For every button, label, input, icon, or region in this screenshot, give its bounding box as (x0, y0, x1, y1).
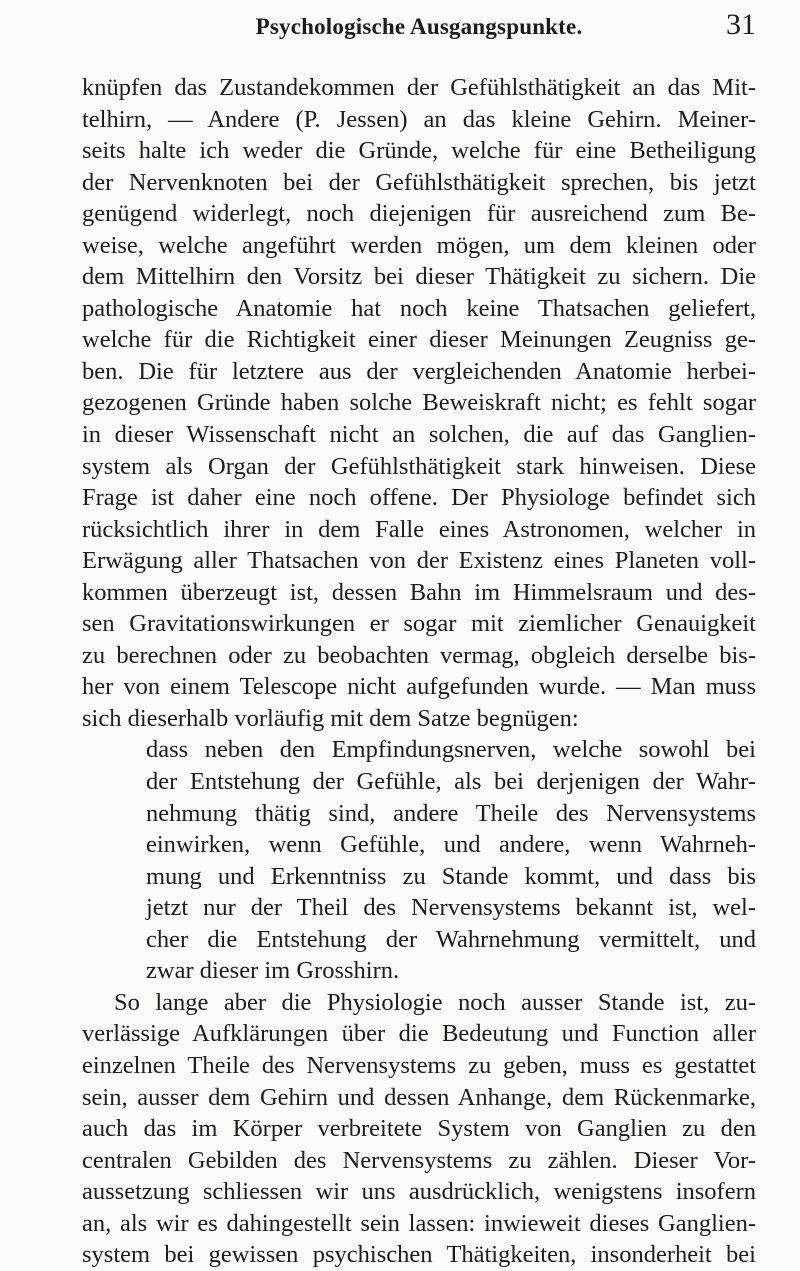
text-line: aussetzung schliessen wir uns ausdrücklich, wenigstens insofern (82, 1178, 756, 1206)
text-line: gezogenen Gründe haben solche Beweiskraft nicht; es fehlt sogar (82, 389, 756, 417)
text-line: weise, welche angeführt werden mögen, um dem kleinen oder (82, 231, 756, 259)
text-line: der Nervenknoten bei der Gefühlsthätigkeit sprechen, bis jetzt (82, 168, 756, 196)
text-line: So lange aber die Physiologie noch ausser Stande ist, zu- (114, 988, 756, 1016)
quote-line: zwar dieser im Grosshirn. (146, 957, 400, 985)
text-line: Erwägung aller Thatsachen von der Existenz eines Planeten voll- (82, 547, 756, 575)
text-line: centralen Gebilden des Nervensystems zu zählen. Dieser Vor- (82, 1146, 756, 1174)
text-line: ben. Die für letztere aus der vergleichenden Anatomie herbei- (82, 357, 756, 385)
text-line: genügend widerlegt, noch diejenigen für ausreichend zum Be- (82, 200, 756, 228)
text-line: seits halte ich weder die Gründe, welche für eine Betheiligung (82, 137, 756, 165)
quote-line: einwirken, wenn Gefühle, und andere, wenn Wahrneh- (146, 831, 756, 859)
running-title: Psychologische Ausgangspunkte. (255, 14, 583, 39)
text-line: auch das im Körper verbreitete System von Ganglien zu den (82, 1115, 756, 1143)
text-line: in dieser Wissenschaft nicht an solchen, die auf das Ganglien- (82, 421, 756, 449)
text-line: an, als wir es dahingestellt sein lassen: inwieweit dieses Ganglien- (82, 1209, 756, 1237)
text-line: sich dieserhalb vorläufig mit dem Satze begnügen: (82, 704, 579, 732)
quote-line: dass neben den Empfindungsnerven, welche sowohl bei (146, 736, 756, 764)
quote-line: der Entstehung der Gefühle, als bei derjenigen der Wahr- (146, 768, 756, 796)
text-line: rücksichtlich ihrer in dem Falle eines Astronomen, welcher in (82, 515, 756, 543)
text-line: einzelnen Theile des Nervensystems zu geben, muss es gestattet (82, 1051, 756, 1079)
text-line: dem Mittelhirn den Vorsitz bei dieser Thätigkeit zu sichern. Die (82, 263, 756, 291)
text-line: sen Gravitationswirkungen er sogar mit ziemlicher Genauigkeit (82, 610, 756, 638)
page-header (82, 8, 756, 50)
quote-line: jetzt nur der Theil des Nervensystems bekannt ist, wel- (146, 894, 756, 922)
text-line: sein, ausser dem Gehirn und dessen Anhange, dem Rückenmarke, (82, 1083, 756, 1111)
quote-line: nehmung thätig sind, andere Theile des Nervensystems (146, 799, 756, 827)
text-line: her von einem Telescope nicht aufgefunden wurde. — Man muss (82, 673, 756, 701)
text-line: verlässige Aufklärungen über die Bedeutung und Function aller (82, 1020, 756, 1048)
quote-line: cher die Entstehung der Wahrnehmung vermittelt, und (146, 925, 756, 953)
quote-line: mung und Erkenntniss zu Stande kommt, und dass bis (146, 862, 756, 890)
text-line: knüpfen das Zustandekommen der Gefühlsthätigkeit an das Mit- (82, 74, 756, 101)
text-line: telhirn, — Andere (P. Jessen) an das kleine Gehirn. Meiner- (82, 105, 756, 133)
text-line: system bei gewissen psychischen Thätigkeiten, insonderheit bei (82, 1241, 756, 1269)
text-line: zu berechnen oder zu beobachten vermag, obgleich derselbe bis- (82, 641, 756, 669)
body-text (82, 72, 756, 1271)
page-number: 31 (726, 8, 756, 41)
text-line: pathologische Anatomie hat noch keine Thatsachen geliefert, (82, 294, 756, 322)
text-line: kommen überzeugt ist, dessen Bahn im Himmelsraum und des- (82, 578, 756, 606)
text-line: system als Organ der Gefühlsthätigkeit stark hinweisen. Diese (82, 452, 756, 480)
text-line: Frage ist daher eine noch offene. Der Physiologe befindet sich (82, 484, 756, 512)
text-line: welche für die Richtigkeit einer dieser Meinungen Zeugniss ge- (82, 326, 756, 354)
